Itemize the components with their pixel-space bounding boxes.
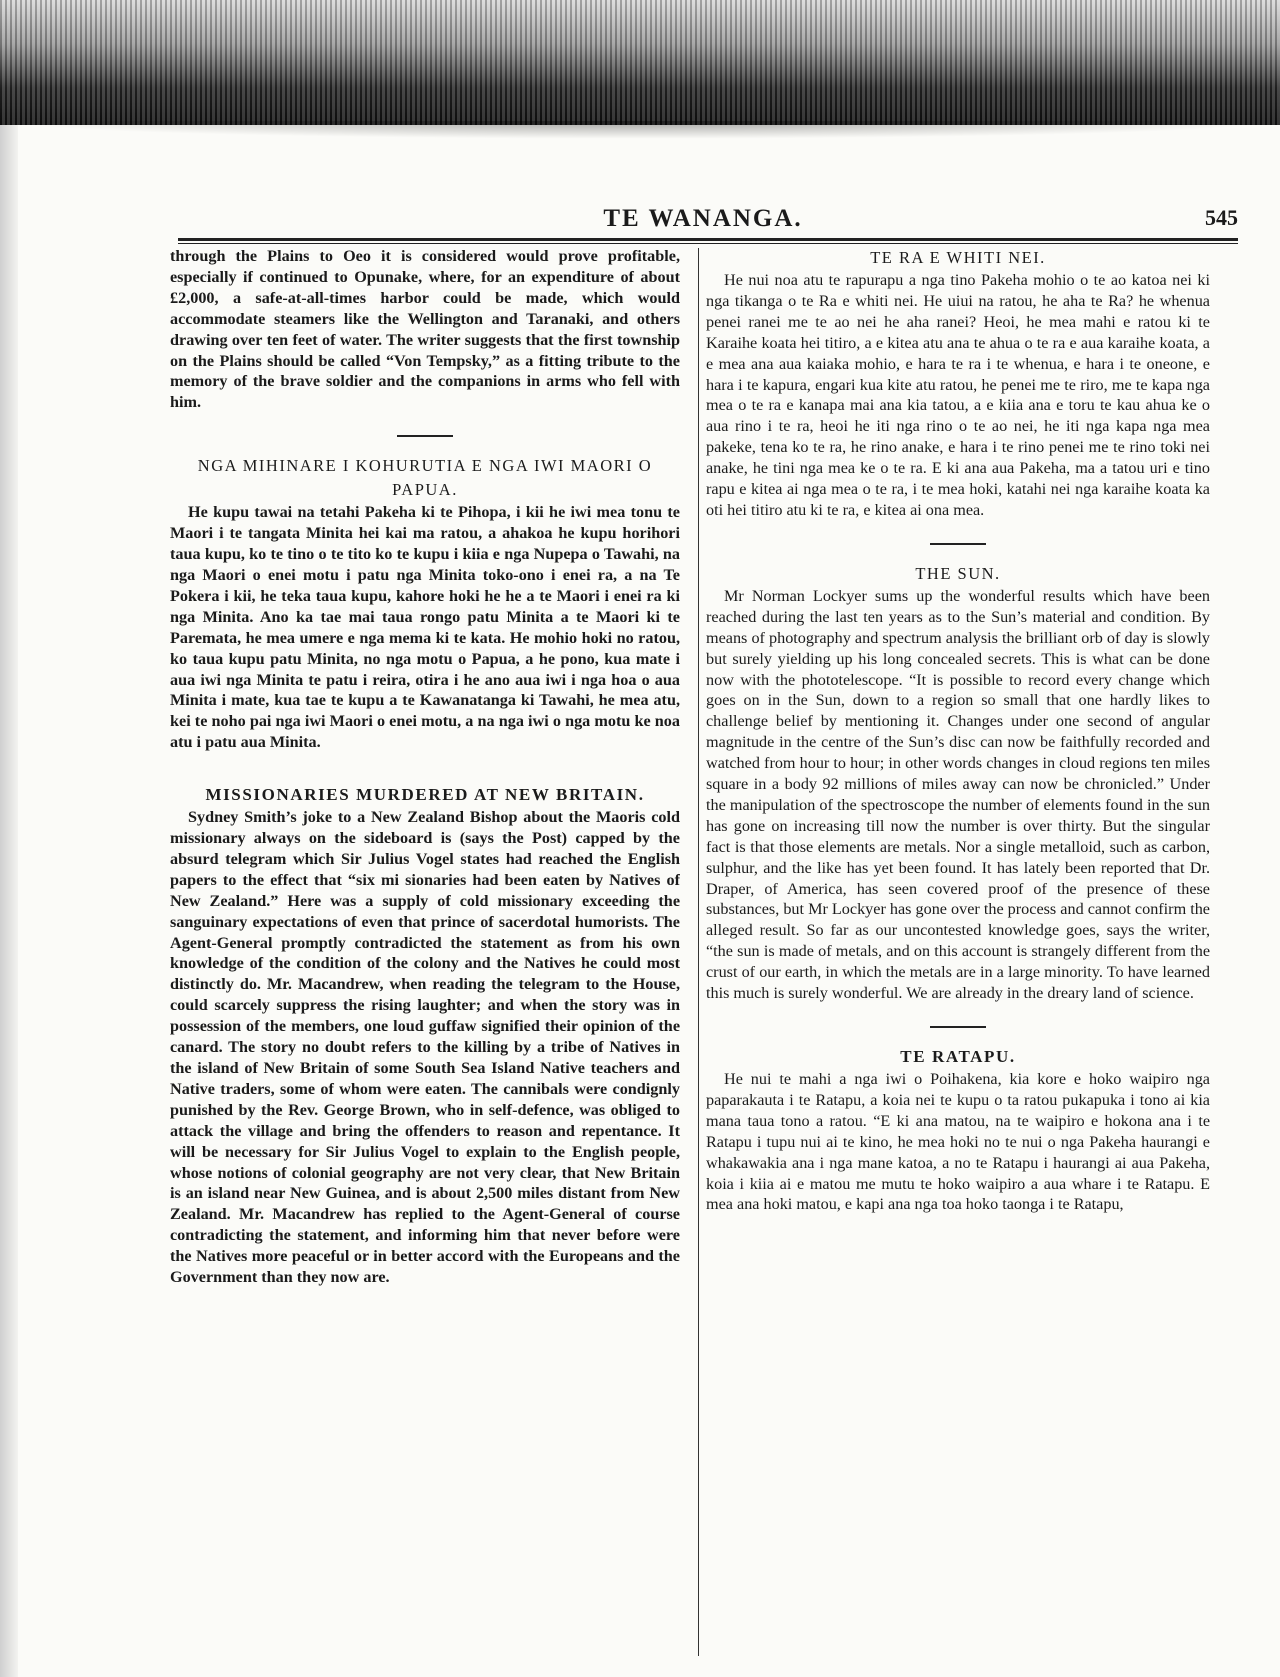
article-body-te-ratapu: He nui te mahi a nga iwi o Poihakena, kia kore e hoko waipiro nga paparakauta i te Ratapu, a koia nei te kupu o ta ratou pukapuka i tono ai kia mana taua tono a ratou. “E ki ana matou, na te waipiro e hokona ana i te Ratapu i tupu nui ai te kino, he mea hoki no te nui o nga Pakeha haurangi e whakawakia ana i nga mane katoa, a no te Ratapu i haurangi ai aua Pakeha, koia i kiia ai e matou me mutu te hoko waipiro a aua whare i te Ratapu. E mea ana hoki matou, e kapi ana nga toa hoko taonga i te Ratapu, (706, 1070, 1210, 1214)
article-body-the-sun: Mr Norman Lockyer sums up the wonderful results which have been reached during the last ten years as to the Sun’s material and condition. By means of photography and spectrum analysis the brilliant orb of day is slowly but surely yielding up his long concealed secrets. This is what can be done now with the phototelescope. “It is possible to record every change which goes on in the Sun, down to a region so small that one hardly likes to challenge belief by mentioning it. Changes under one second of angular magnitude in the centre of the Sun’s disc can now be faithfully recorded and watched from hour to hour; in other words changes in cloud regions ten miles square in a body 92 millions of miles away can now be chronicled.” Under the manipulation of the spectroscope the number of elements found in the sun has gone on increasing till now the number is over thirty. But the singular fact is that those elements are metals. Nor a single metalloid, such as carbon, sulphur, and the like has yet been found. It has lately been reported that Dr. Draper, of America, has seen covered proof of the presence of these substances, but Mr Lockyer has gone over the process and cannot confirm the alleged result. So far as our uncontested knowledge goes, says the writer, “the sun is made of metals, and on this account is strangely different from the crust of our earth, in which the metals are in a large minority. To have learned this much is surely wonderful. We are already in the dreary land of science. (706, 586, 1210, 1003)
article-heading-missionaries: MISSIONARIES MURDERED AT NEW BRITAIN. (205, 785, 645, 805)
article-heading-the-sun: THE SUN. (915, 563, 1001, 583)
article-heading-mihinare: NGA MIHINARE I KOHURUTIA E NGA IWI MAORI O PAPUA. (197, 456, 653, 500)
right-column (706, 246, 1210, 1658)
article-body-te-ra: He nui noa atu te rapurapu a nga tino Pakeha mohio o te ao katoa nei ki nga tikanga o te Ra e whiti nei. He uiui na ratou, he aha te Ra? he whenua penei ranei me te ao nei he aha ranei? Heoi, he mea mahi e ratou ki te Karaihe koata hei titiro, a e kitea atu ana te ahua o te ra e aua karaihe koata, a e mea ana aua kaiaka mohio, e hara te ra i te whenua, e hara i te oneone, e hara i te kapura, engari kua kite atu ratou, he penei me te riro, me te kapa nga mea o te ra e kanapa mai ana kia tatou, a e kiia ana e toru te kau ahua ke o aua rino i te ra, heoi he iti nga rino o te ao nei, he iti nga kapa nga mea pakeke, tena ko te ra, he rino anake, e hara i te rino penei me te rino toki nei anake, he tini nga mea ke o te ra. E ki ana aua Pakeha, ma a tatou uri e tino rapu e kitea ai nga mea o te ra, i te mea hoki, katahi nei nga karaihe koata ka oti hei titiro atu ki te ra, e kitea ai ona mea. (706, 271, 1210, 519)
scan-left-margin (0, 125, 18, 1677)
page-number: 545 (1205, 205, 1238, 230)
newspaper-title: TE WANANGA. (603, 205, 803, 232)
scan-edge-shadow (0, 0, 1280, 125)
article-heading-te-ra: TE RA E WHITI NEI. (870, 248, 1046, 267)
article-body-missionaries: Sydney Smith’s joke to a New Zealand Bishop about the Maoris cold missionary always on the sideboard is (says the Post) capped by the absurd telegram which Sir Julius Vogel states had reached the English papers to the effect that “six mi sionaries had been eaten by Natives of New Zealand.” Here was a supply of cold missionary exceeding the sanguinary expectations of even that prince of sacerdotal humorists. The Agent-General promptly contradicted the statement as from his own knowledge of the condition of the colony and the Natives he could most distinctly do. Mr. Macandrew, when reading the telegram to the House, could scarcely suppress the rising laughter; and when the story was in possession of the members, one loud guffaw signified their opinion of the canard. The story no doubt refers to the killing by a tribe of Natives in the island of New Britain of some South Sea Island Native teachers and Native traders, some of whom were eaten. The cannibals were condignly punished by the Rev. George Brown, who in self-defence, was obliged to attack the village and bring the offenders to reason and repentance. It will be necessary for Sir Julius Vogel to explain to the English people, whose notions of colonial geography are not very clear, that New Britain is an island near New Guinea, and is about 2,500 miles distant from New Zealand. Mr. Macandrew has replied to the Agent-General of course contradicting the statement, and informing him that never before were the Natives more peaceful or in better accord with the Europeans and the Government than they now are. (170, 808, 680, 1287)
continued-paragraph: through the Plains to Oeo it is considered would prove profitable, especially if continued to Opunake, where, for an expenditure of about £2,000, a safe-at-all-times harbor could be made, which would accommodate steamers like the Wellington and Taranaki, and others drawing over ten feet of water. The writer suggests that the first township on the Plains should be called “Von Tempsky,” as a fitting tribute to the memory of the brave soldier and the companions in arms who fell with him. (170, 247, 680, 412)
page-header (168, 205, 1238, 241)
article-heading-te-ratapu: TE RATAPU. (900, 1047, 1016, 1066)
header-rule (178, 238, 1238, 244)
article-body-mihinare: He kupu tawai na tetahi Pakeha ki te Pihopa, i kii he iwi mea tonu te Maori i te tangata Minita hei kai ma ratou, a ahakoa he kupu horihori taua kupu, ko te tino o te tito ko te kupu i kiia e nga Nupepa o Tawahi, na nga Maori o enei motu i patu nga Minita toko-ono i enei ra, a na Te Pokera i kii, he teka taua kupu, kahore hoki he he a te Maori i enei ra ki nga Minita. Ano ka tae mai taua rongo patu Minita a te Maori ki te Paremata, he mea umere e nga mema ki te kata. He mohio hoki no ratou, ko taua kupu patu Minita, no nga motu o Papua, a he pono, kua mate i aua iwi nga Minita te patu i reira, otira i he ano aua iwi i nga hoa o aua Minita i mate, kua tae te kupu a te Kawanatanga ki Tawahi, he mea atu, kei te noho pai nga iwi Maori o enei motu, a na nga iwi o nga motu ke noa atu i patu aua Minita. (170, 503, 680, 752)
left-column (170, 246, 680, 1658)
column-divider (698, 248, 699, 1656)
